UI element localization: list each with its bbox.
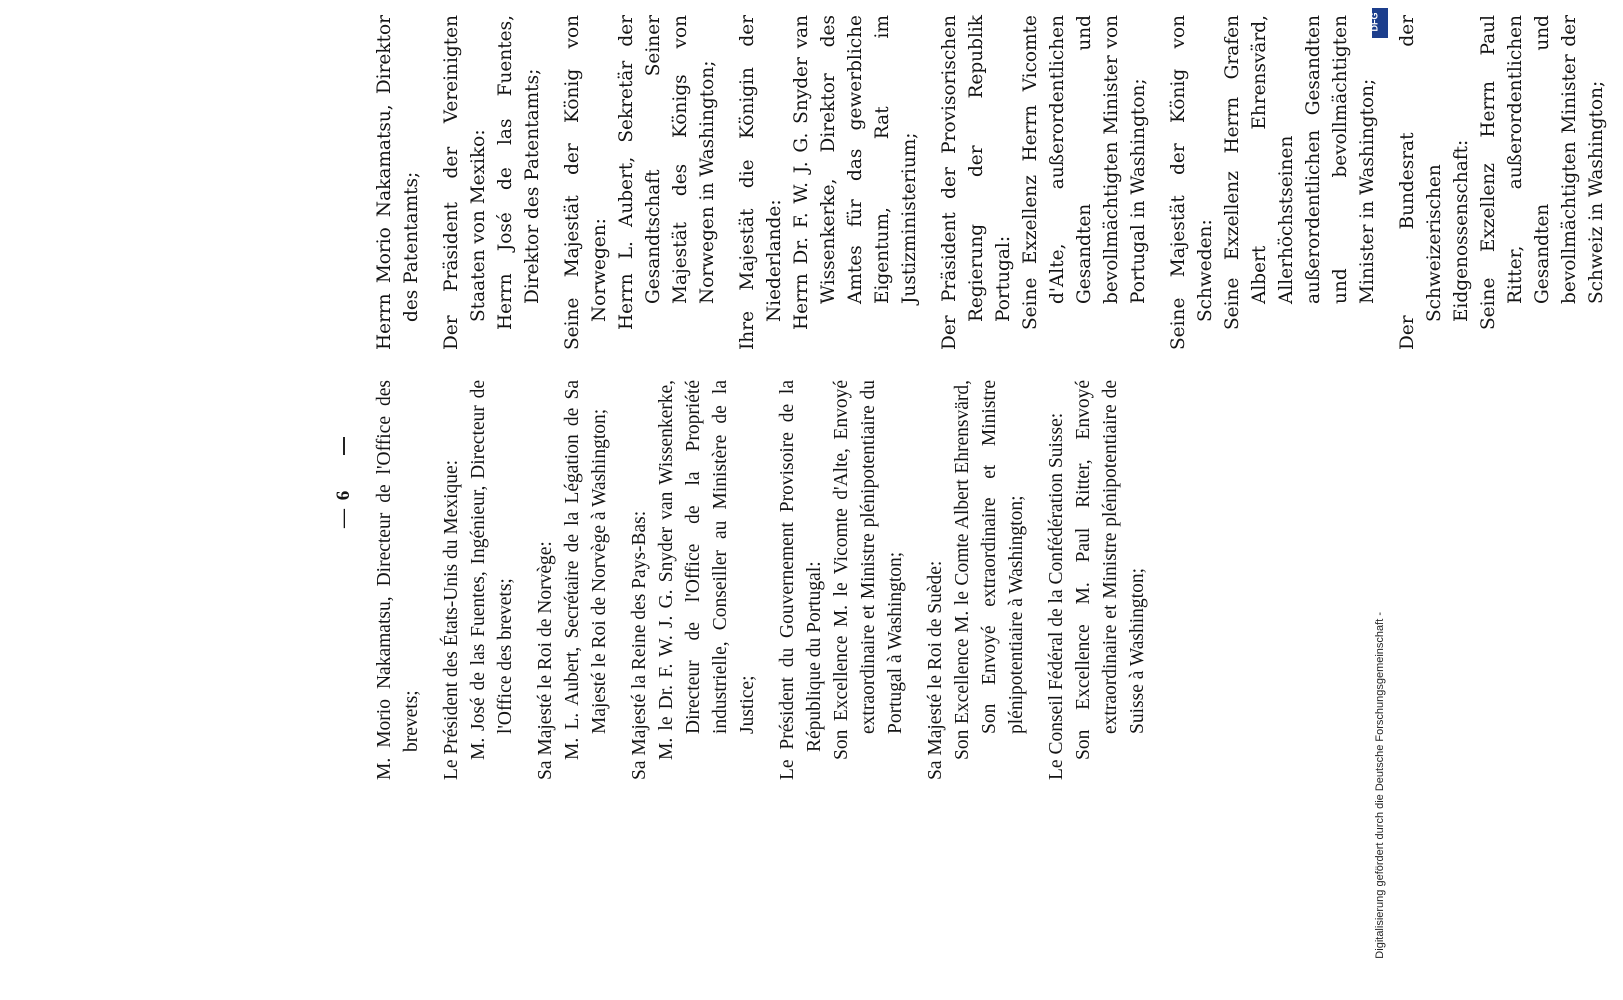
entry (922, 380, 1030, 780)
entry-heading: Seine Majestät der König von Schweden: (1168, 15, 1216, 350)
entry-delegate: Herrn Dr. F. W. J. G. Snyder van Wissenkerke, Direktor des Amtes für das gewerbliche Eigentum, Rat im Justizministerium; (791, 15, 920, 330)
entry-heading: Sa Majesté la Reine des Pays-Bas: (629, 510, 650, 780)
entry (734, 15, 923, 350)
entry-delegate: Son Excellence M. le Vicomte d'Alte, Envoyé extraordinaire et Ministre plénipotentiaire du Portugal à Washington; (831, 380, 906, 760)
entry-delegate: M. L. Aubert, Secrétaire de la Légation de Sa Majesté le Roi de Norvège à Washington; (562, 380, 610, 760)
entry (438, 15, 546, 350)
entry-delegate: M. José de las Fuentes, Ingénieur, Directeur de l'Office des brevets; (468, 380, 516, 760)
entry (936, 15, 1152, 350)
entry-delegate: Seine Exzellenz Herrn Grafen Albert Ehrensvärd, Allerhöchstseinen außerordentlichen Gesandten und bevollmächtigten Minister in Washington; (1222, 15, 1378, 330)
entry-delegate: Son Excellence M. le Comte Albert Ehrensvärd, Son Envoyé extraordinaire et Ministre plénipotentiaire à Washington; (952, 380, 1027, 760)
german-column (371, 15, 1623, 350)
entry-heading: Le Président des États-Unis du Mexique: (441, 459, 462, 780)
entry-heading: Der Bundesrat der Schweizerischen Eidgenossenschaft: (1397, 15, 1472, 350)
page-number: — 6 (333, 488, 354, 528)
entry (438, 380, 519, 780)
entry-delegate: Son Excellence M. Paul Ritter, Envoyé extraordinaire et Ministre plénipotentiaire de Suisse à Washington; (1073, 380, 1148, 760)
entry-delegate: Seine Exzellenz Herrn Vicomte d'Alte, außerordentlichen Gesandten und bevollmächtigten Minister von Portugal in Washington; (1020, 15, 1149, 330)
entry (532, 380, 613, 780)
entry-heading: Le Conseil Fédéral de la Confédération Suisse: (1046, 412, 1067, 780)
entry-delegate: M. le Dr. F. W. J. G. Snyder van Wissenkerke, Directeur de l'Office de la Propriété industrielle, Conseiller au Ministère de la Justice; (656, 380, 758, 760)
entry-heading: Herrn Morio Nakamatsu, Direktor des Patentamts; (374, 15, 422, 350)
entry (1043, 380, 1151, 780)
page-number-dash (343, 437, 345, 455)
entry (1394, 15, 1610, 350)
entry (1165, 15, 1381, 350)
french-column (371, 380, 1164, 780)
entry (774, 380, 909, 780)
entry-heading: Der Präsident der Provisorischen Regierung der Republik Portugal: (939, 15, 1014, 350)
digitization-credit (1372, 0, 1394, 1000)
entry (371, 380, 425, 780)
entry-heading: Sa Majesté le Roi de Norvège: (535, 541, 556, 780)
entry-heading: Seine Majestät der König von Norwegen: (562, 15, 610, 350)
entry-delegate: Herrn L. Aubert, Sekretär der Gesandtschaft Seiner Majestät des Königs von Norwegen in Washington; (616, 15, 718, 330)
entry-heading: Sa Majesté le Roi de Suède: (925, 560, 946, 780)
entry-delegate: Herrn José de las Fuentes, Direktor des Patentamts; (495, 15, 543, 330)
entry-heading: Le Président du Gouvernement Provisoire de la République du Portugal: (777, 380, 825, 780)
entry-heading: M. Morio Nakamatsu, Directeur de l'Office des brevets; (374, 380, 422, 780)
entry-heading: Der Präsident der Vereinigten Staaten von Mexiko: (441, 15, 489, 350)
document-page (191, 0, 1607, 1000)
entry-delegate: Seine Exzellenz Herrn Paul Ritter, außerordentlichen Gesandten und bevollmächtigten Minister der Schweiz in Washington; (1478, 15, 1607, 330)
entry-heading: Ihre Majestät die Königin der Niederlande: (737, 15, 785, 350)
dfg-logo: DFG (1372, 8, 1388, 38)
credit-text: Digitalisierung gefördert durch die Deutsche Forschungsgemeinschaft - (1374, 612, 1386, 959)
entry (626, 380, 761, 780)
entry (371, 15, 425, 350)
entry (559, 15, 721, 350)
